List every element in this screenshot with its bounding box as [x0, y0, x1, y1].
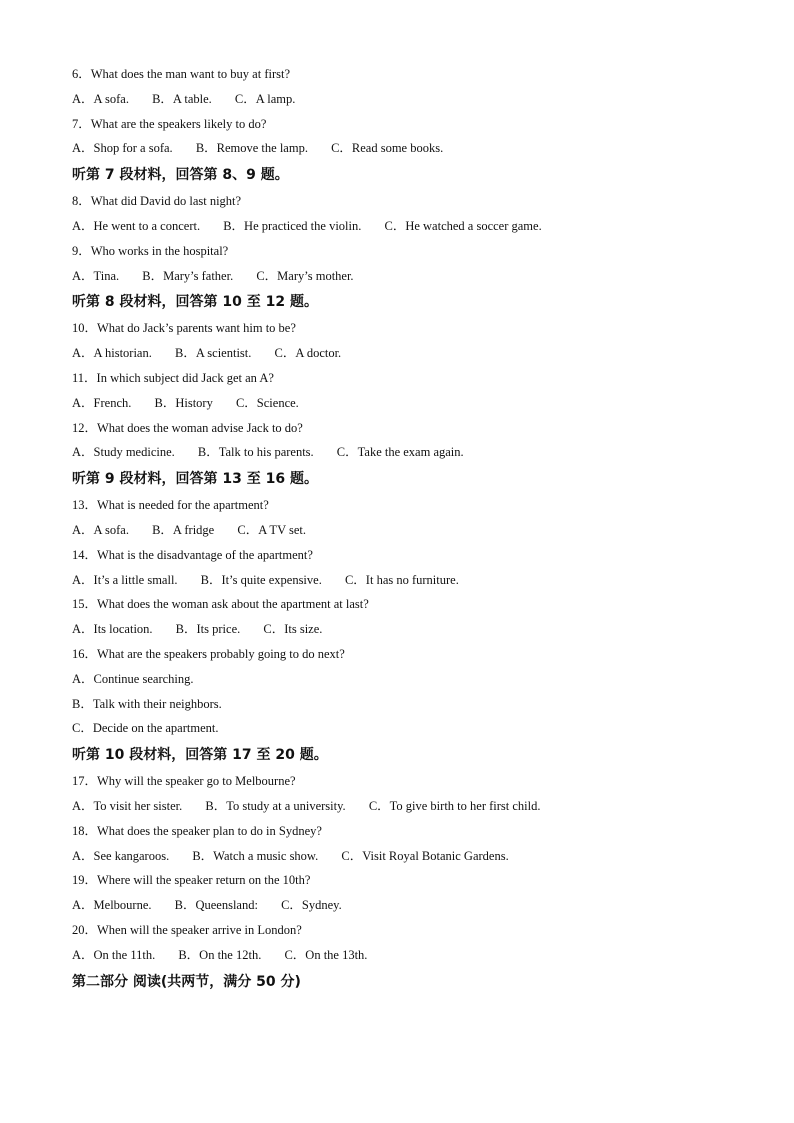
option-13c: C．A TV set.	[237, 522, 307, 537]
option-9a: A．Tina.	[72, 268, 120, 283]
question-16: 16．What are the speakers probably going to do next?	[72, 646, 345, 661]
question-7: 7．What are the speakers likely to do?	[72, 116, 267, 131]
question-8: 8．What did David do last night?	[72, 194, 242, 209]
option-13a: A．A sofa.	[72, 522, 129, 537]
option-13b: B．A fridge	[152, 522, 215, 537]
options-11	[72, 391, 732, 416]
option-7b: B．Remove the lamp.	[195, 141, 308, 156]
exam-page	[72, 62, 732, 996]
option-8b: B．He practiced the violin.	[223, 218, 362, 233]
section-heading-8: 听第 8 段材料，回答第 10 至 12 题。	[72, 294, 318, 311]
option-20a: A．On the 11th.	[72, 947, 156, 962]
question-11: 11．In which subject did Jack get an A?	[72, 370, 274, 385]
question-9: 9．Who works in the hospital?	[72, 243, 229, 258]
options-18	[72, 844, 732, 869]
options-8	[72, 214, 732, 239]
option-11b: B．History	[154, 395, 213, 410]
option-18b: B．Watch a music show.	[192, 848, 319, 863]
options-12	[72, 440, 732, 465]
option-17a: A．To visit her sister.	[72, 798, 183, 813]
options-14	[72, 568, 732, 593]
section-heading-10: 听第 10 段材料，回答第 17 至 20 题。	[72, 747, 328, 764]
option-8c: C．He watched a soccer game.	[384, 218, 542, 233]
option-15c: C．Its size.	[263, 622, 323, 637]
option-12c: C．Take the exam again.	[336, 445, 464, 460]
options-9	[72, 264, 732, 289]
section-heading-9: 听第 9 段材料，回答第 13 至 16 题。	[72, 471, 318, 488]
option-20b: B．On the 12th.	[178, 947, 262, 962]
options-17	[72, 794, 732, 819]
question-19: 19．Where will the speaker return on the 10th?	[72, 873, 311, 888]
option-14a: A．It’s a little small.	[72, 572, 178, 587]
option-9c: C．Mary’s mother.	[256, 268, 354, 283]
question-10: 10．What do Jack’s parents want him to be?	[72, 321, 296, 336]
options-6	[72, 87, 732, 112]
question-12: 12．What does the woman advise Jack to do?	[72, 420, 303, 435]
option-9b: B．Mary’s father.	[142, 268, 234, 283]
option-11a: A．French.	[72, 395, 132, 410]
option-7c: C．Read some books.	[331, 141, 444, 156]
part-two-heading: 第二部分 阅读(共两节，满分 50 分)	[72, 973, 301, 990]
options-20	[72, 943, 732, 968]
option-7a: A．Shop for a sofa.	[72, 141, 173, 156]
question-13: 13．What is needed for the apartment?	[72, 498, 269, 513]
question-20: 20．When will the speaker arrive in London?	[72, 922, 302, 937]
option-17c: C．To give birth to her first child.	[368, 798, 541, 813]
options-10	[72, 341, 732, 366]
option-14b: B．It’s quite expensive.	[200, 572, 322, 587]
option-12b: B．Talk to his parents.	[197, 445, 314, 460]
option-20c: C．On the 13th.	[284, 947, 368, 962]
question-18: 18．What does the speaker plan to do in Sydney?	[72, 823, 322, 838]
section-heading-7: 听第 7 段材料，回答第 8、9 题。	[72, 167, 289, 184]
option-6b: B．A table.	[152, 91, 212, 106]
option-10b: B．A scientist.	[174, 346, 252, 361]
option-18c: C．Visit Royal Botanic Gardens.	[341, 848, 509, 863]
option-15b: B．Its price.	[175, 622, 241, 637]
question-17: 17．Why will the speaker go to Melbourne?	[72, 774, 296, 789]
option-15a: A．Its location.	[72, 622, 153, 637]
options-15	[72, 617, 732, 642]
option-17b: B．To study at a university.	[205, 798, 346, 813]
option-8a: A．He went to a concert.	[72, 218, 201, 233]
option-19a: A．Melbourne.	[72, 898, 152, 913]
option-6a: A．A sofa.	[72, 91, 129, 106]
option-11c: C．Science.	[235, 395, 299, 410]
option-6c: C．A lamp.	[234, 91, 296, 106]
option-14c: C．It has no furniture.	[344, 572, 459, 587]
option-19b: B．Queensland:	[174, 898, 258, 913]
option-12a: A．Study medicine.	[72, 445, 175, 460]
question-14: 14．What is the disadvantage of the apartment?	[72, 547, 313, 562]
options-7	[72, 136, 732, 161]
option-10a: A．A historian.	[72, 346, 152, 361]
option-16b: B．Talk with their neighbors.	[72, 696, 222, 711]
option-19c: C．Sydney.	[281, 898, 342, 913]
options-13	[72, 518, 732, 543]
question-6: 6．What does the man want to buy at first?	[72, 67, 290, 81]
option-16a: A．Continue searching.	[72, 671, 194, 686]
options-19	[72, 893, 732, 918]
option-16c: C．Decide on the apartment.	[72, 721, 219, 736]
option-10c: C．A doctor.	[274, 346, 342, 361]
question-15: 15．What does the woman ask about the apartment at last?	[72, 597, 369, 612]
option-18a: A．See kangaroos.	[72, 848, 170, 863]
